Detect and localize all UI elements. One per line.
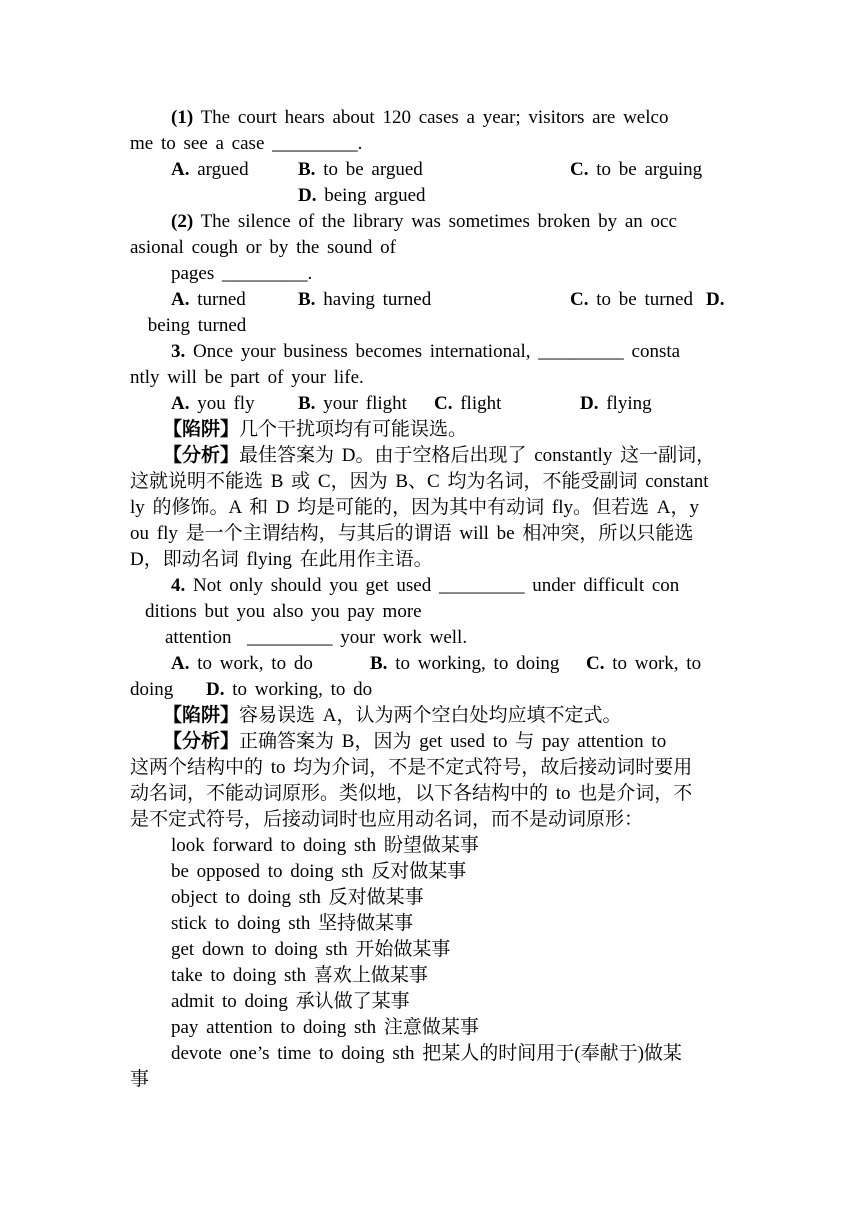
q4-analysis-line2: 这两个结构中的 to 均为介词，不是不定式符号，故后接动词时要用 xyxy=(130,757,693,778)
q1-number: (1) xyxy=(171,107,194,128)
q1-stem-line2: me to see a case _________. xyxy=(130,133,363,154)
q2-option-a: A. turned xyxy=(171,289,246,310)
q4-number: 4. xyxy=(171,575,186,596)
analysis-label: 【分析】 xyxy=(163,731,240,752)
q4-option-b: B. to working, to doing xyxy=(370,653,560,674)
q3-analysis-line2: 这就说明不能选 B 或 C，因为 B、C 均为名词，不能受副词 constant xyxy=(130,471,709,492)
q3-option-b: B. your flight xyxy=(298,393,407,414)
q4-analysis-line1: 【分析】正确答案为 B，因为 get used to 与 pay attention to xyxy=(163,731,667,752)
q4-analysis-line3: 动名词，不能动词原形。类似地，以下各结构中的 to 也是介词，不 xyxy=(130,783,693,804)
q2-stem-line3: pages _________. xyxy=(171,263,313,284)
q1-option-a: A. argued xyxy=(171,159,249,180)
q2-option-b: B. having turned xyxy=(298,289,432,310)
trap-label: 【陷阱】 xyxy=(163,705,240,726)
q4-analysis-line4: 是不定式符号，后接动词时也应用动名词，而不是动词原形： xyxy=(130,809,644,830)
q3-option-c: C. flight xyxy=(434,393,502,414)
q4-option-a: A. to work, to do xyxy=(171,653,313,674)
q3-number: 3. xyxy=(171,341,186,362)
q1-stem-line1 xyxy=(171,105,668,131)
q1-stem-text: The court hears about 120 cases a year; visitors are welco xyxy=(193,107,669,128)
phrase-item: object to doing sth 反对做某事 xyxy=(171,887,424,908)
q2-option-d-letter: D. xyxy=(706,289,725,310)
q2-option-c: C. to be turned xyxy=(570,289,693,310)
q4-trap: 【陷阱】容易误选 A，认为两个空白处均应填不定式。 xyxy=(163,705,622,726)
phrase-item: look forward to doing sth 盼望做某事 xyxy=(171,835,479,856)
phrase-item: get down to doing sth 开始做某事 xyxy=(171,939,451,960)
q4-option-d: D. to working, to do xyxy=(206,679,373,700)
phrase-item: pay attention to doing sth 注意做某事 xyxy=(171,1017,479,1038)
q4-option-c: C. to work, to xyxy=(586,653,702,674)
phrase-item: devote one’s time to doing sth 把某人的时间用于(奉献于)做某 xyxy=(171,1043,682,1064)
phrase-item: take to doing sth 喜欢上做某事 xyxy=(171,965,428,986)
q1-option-d: D. being argued xyxy=(298,185,426,206)
analysis-label: 【分析】 xyxy=(163,445,240,466)
q1-option-c: C. to be arguing xyxy=(570,159,703,180)
phrase-item: stick to doing sth 坚持做某事 xyxy=(171,913,414,934)
q3-analysis-line5: D，即动名词 flying 在此用作主语。 xyxy=(130,549,433,570)
q3-stem-line1: 3. Once your business becomes international, _________ consta xyxy=(171,341,681,362)
phrase-item: be opposed to doing sth 反对做某事 xyxy=(171,861,467,882)
q3-analysis-line4: ou fly 是一个主谓结构，与其后的谓语 will be 相冲突，所以只能选 xyxy=(130,523,694,544)
q2-stem-line1: (2) The silence of the library was sometimes broken by an occ xyxy=(171,211,677,232)
q2-option-d-text: being turned xyxy=(140,315,247,336)
q4-stem-line2: ditions but you also you pay more xyxy=(145,601,422,622)
q3-analysis-line1: 【分析】最佳答案为 D。由于空格后出现了 constantly 这一副词， xyxy=(163,445,716,466)
q1-option-b: B. to be argued xyxy=(298,159,423,180)
q4-stem-line3: attention _________ your work well. xyxy=(165,627,468,648)
q2-stem-line2: asional cough or by the sound of xyxy=(130,237,397,258)
q3-option-d: D. flying xyxy=(580,393,652,414)
q4-stem-line1: 4. Not only should you get used _________ under difficult con xyxy=(171,575,680,596)
q3-trap: 【陷阱】几个干扰项均有可能误选。 xyxy=(163,419,468,440)
trap-label: 【陷阱】 xyxy=(163,419,240,440)
q3-option-a: A. you fly xyxy=(171,393,255,414)
phrase-item-cont: 事 xyxy=(130,1069,150,1090)
q4-option-c-cont: doing xyxy=(130,679,174,700)
q2-number: (2) xyxy=(171,211,194,232)
q3-analysis-line3: ly 的修饰。A 和 D 均是可能的，因为其中有动词 fly。但若选 A，y xyxy=(130,497,700,518)
q3-stem-line2: ntly will be part of your life. xyxy=(130,367,364,388)
phrase-item: admit to doing 承认做了某事 xyxy=(171,991,410,1012)
